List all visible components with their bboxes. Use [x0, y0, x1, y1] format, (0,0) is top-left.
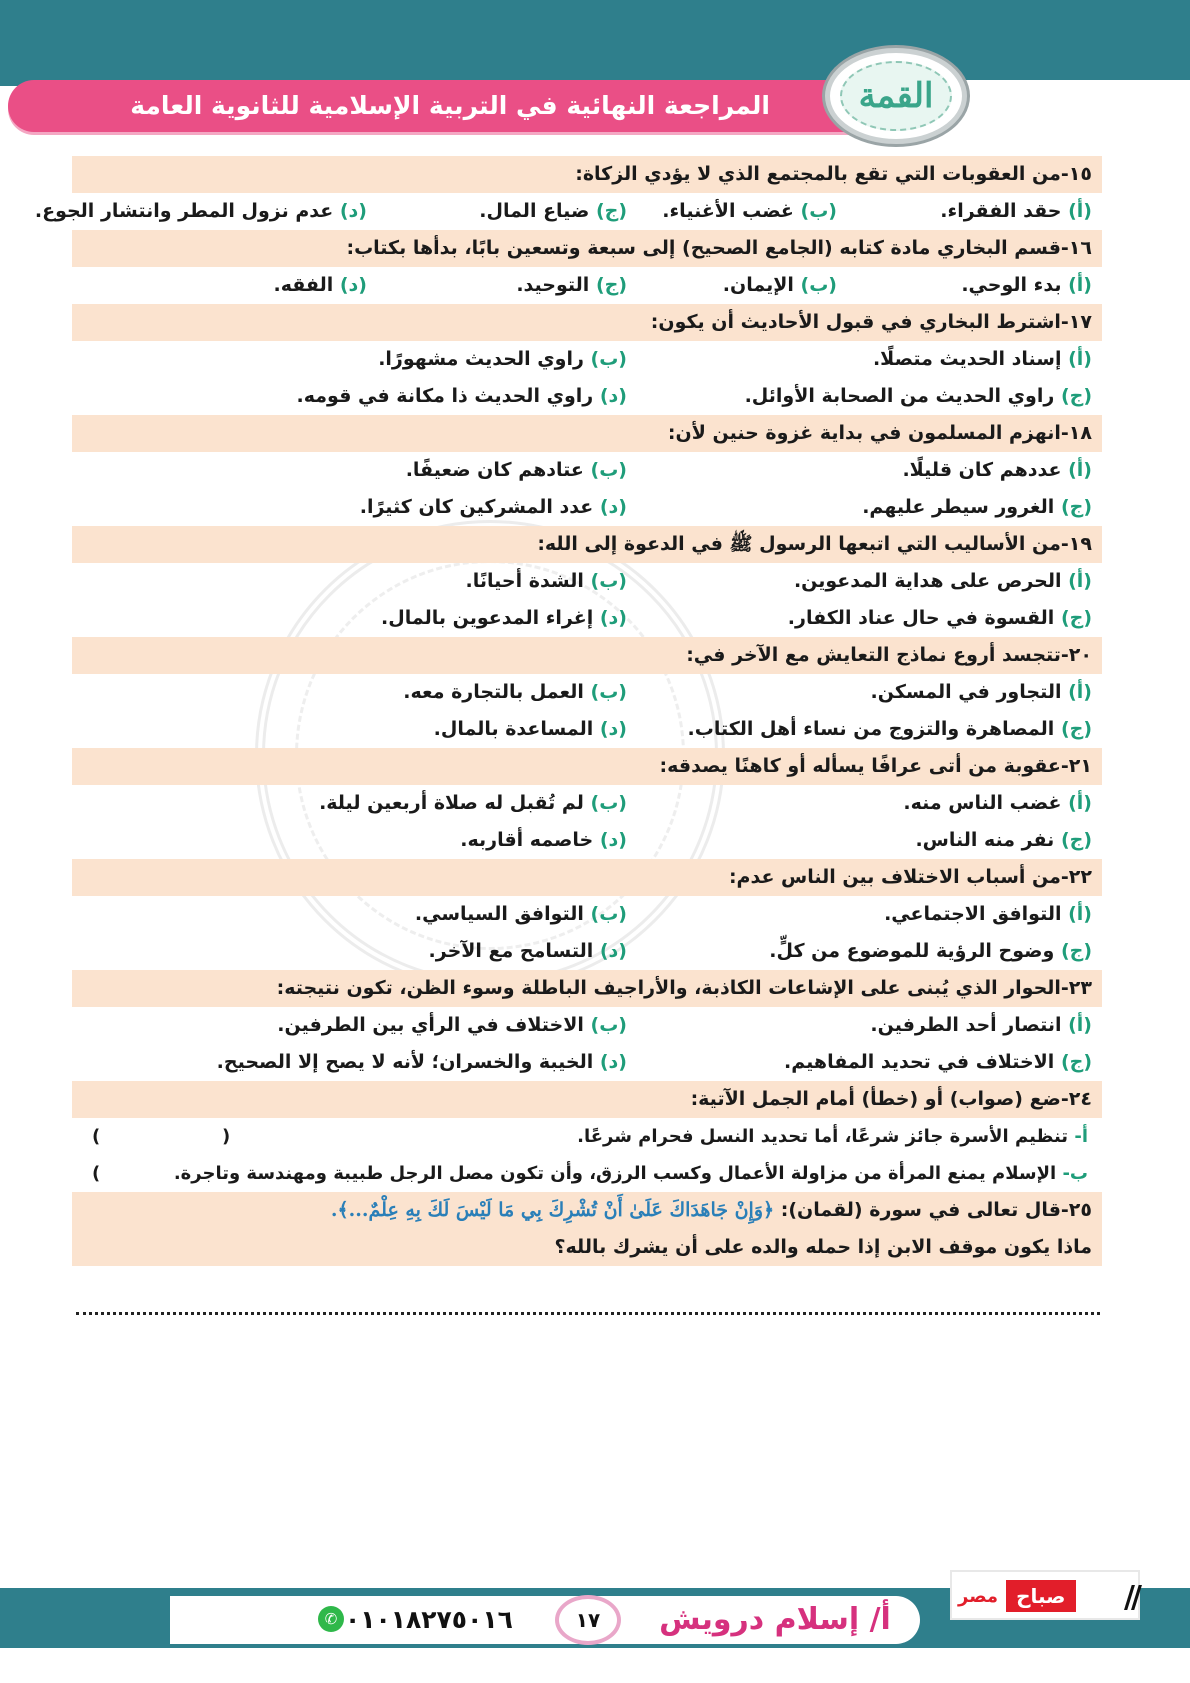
option-c: (ج) المصاهرة والتزوج من نساء أهل الكتاب. — [687, 718, 1092, 740]
logo-seal — [840, 61, 952, 131]
option-b: (ب) غضب الأغنياء. — [662, 200, 837, 222]
true-false-item — [72, 1155, 1102, 1192]
ayah-text: ﴿وَإِنْ جَاهَدَاكَ عَلَىٰ أَنْ تُشْرِكَ بِي مَا لَيْسَ لَكَ بِهِ عِلْمٌ...﴾. — [330, 1199, 775, 1221]
options-row — [72, 933, 1102, 970]
options-row — [72, 674, 1102, 711]
option-c: (ج) وضوح الرؤية للموضوع من كلٍّ. — [769, 940, 1092, 962]
question-stem: ١٩-من الأساليب التي اتبعها الرسول ﷺ في الدعوة إلى الله: — [72, 526, 1102, 563]
option-b: (ب) التوافق السياسي. — [414, 903, 627, 925]
option-a: (أ) غضب الناس منه. — [903, 792, 1092, 814]
options-row — [72, 600, 1102, 637]
option-b: (ب) العمل بالتجارة معه. — [403, 681, 627, 703]
phone-number: ٠١٠١٨٢٧٥٠١٦ — [345, 1605, 513, 1634]
option-d: (د) التسامح مع الآخر. — [428, 940, 627, 962]
options-row — [72, 1044, 1102, 1081]
question-stem: ١٨-انهزم المسلمون في بداية غزوة حنين لأن: — [72, 415, 1102, 452]
brand-main: صباح — [1006, 1580, 1075, 1612]
brand-sub: مصر — [958, 1585, 999, 1607]
question-stem-25 — [72, 1192, 1102, 1266]
options-row — [72, 267, 1102, 304]
option-c: (ج) التوحيد. — [516, 274, 627, 296]
answer-bracket-open: ( — [222, 1126, 231, 1147]
statement: أ- تنظيم الأسرة جائز شرعًا، أما تحديد النسل فحرام شرعًا. — [577, 1126, 1088, 1147]
option-c: (ج) راوي الحديث من الصحابة الأوائل. — [744, 385, 1092, 407]
options-row — [72, 341, 1102, 378]
option-a: (أ) بدء الوحي. — [961, 274, 1092, 296]
option-c: (ج) الاختلاف في تحديد المفاهيم. — [784, 1051, 1092, 1073]
question-stem: ١٥-من العقوبات التي تقع بالمجتمع الذي لا يؤدي الزكاة: — [72, 156, 1102, 193]
whatsapp-icon: ✆ — [318, 1606, 344, 1632]
options-row — [34, 193, 1102, 230]
question-stem: ١٦-قسم البخاري مادة كتابه (الجامع الصحيح) إلى سبعة وتسعين بابًا، بدأها بكتاب: — [72, 230, 1102, 267]
question-stem: ٢٣-الحوار الذي يُبنى على الإشاعات الكاذبة، والأراجيف الباطلة وسوء الظن، تكون نتيجته: — [72, 970, 1102, 1007]
options-row — [72, 489, 1102, 526]
question-stem: ٢٤-ضع (صواب) أو (خطأ) أمام الجمل الآتية: — [72, 1081, 1102, 1118]
option-d: (د) الخيبة والخسران؛ لأنه لا يصح إلا الصحيح. — [216, 1051, 627, 1073]
logo-text: القمة — [858, 76, 934, 116]
option-d: (د) المساعدة بالمال. — [433, 718, 627, 740]
answer-bracket-close: ) — [92, 1126, 101, 1147]
page-title: المراجعة النهائية في التربية الإسلامية للثانوية العامة — [130, 91, 770, 120]
option-a: (أ) التجاور في المسكن. — [870, 681, 1092, 703]
option-b: (ب) راوي الحديث مشهورًا. — [378, 348, 627, 370]
option-a: (أ) عددهم كان قليلًا. — [902, 459, 1092, 481]
option-c: (ج) الغرور سيطر عليهم. — [862, 496, 1092, 518]
option-b: (ب) الإيمان. — [722, 274, 837, 296]
options-row — [72, 563, 1102, 600]
options-row — [72, 822, 1102, 859]
option-a: (أ) انتصار أحد الطرفين. — [870, 1014, 1092, 1036]
true-false-item — [72, 1118, 1102, 1155]
option-b: (ب) الاختلاف في الرأي بين الطرفين. — [277, 1014, 627, 1036]
options-row — [72, 452, 1102, 489]
brand-logo — [958, 1578, 1076, 1614]
option-b: (ب) عتادهم كان ضعيفًا. — [405, 459, 627, 481]
page-number: ١٧ — [555, 1595, 621, 1645]
options-row — [72, 1007, 1102, 1044]
header-teal-band — [0, 0, 1190, 86]
option-d: (د) إغراء المدعوين بالمال. — [381, 607, 627, 629]
question-stem: ١٧-اشترط البخاري في قبول الأحاديث أن يكون: — [72, 304, 1102, 341]
answer-line — [76, 1312, 1100, 1315]
option-a: (أ) التوافق الاجتماعي. — [884, 903, 1092, 925]
option-c: (ج) ضياع المال. — [479, 200, 627, 222]
options-row — [72, 378, 1102, 415]
question-list — [34, 156, 1102, 1266]
option-d: (د) عدم نزول المطر وانتشار الجوع. — [34, 200, 367, 222]
teacher-name: أ/ إسلام درويش — [659, 1602, 891, 1637]
option-a: (أ) إسناد الحديث متصلًا. — [872, 348, 1092, 370]
option-a: (أ) حقد الفقراء. — [940, 200, 1092, 222]
options-row — [72, 785, 1102, 822]
options-row — [72, 711, 1102, 748]
statement: ب- الإسلام يمنع المرأة من مزاولة الأعمال وكسب الرزق، وأن تكون مصل الرجل طبيبة ومهندسة وتاجرة. — [173, 1163, 1088, 1184]
question-stem: ٢١-عقوبة من أتى عرافًا يسأله أو كاهنًا يصدقه: — [72, 748, 1102, 785]
answer-bracket-close: ) — [92, 1163, 101, 1184]
quran-citation: ٢٥-قال تعالى في سورة (لقمان): ﴿وَإِنْ جَاهَدَاكَ عَلَىٰ أَنْ تُشْرِكَ بِي مَا لَيْسَ لَكَ بِهِ عِلْمٌ...﴾. — [330, 1199, 1092, 1221]
question-stem: ٢٠-تتجسد أروع نماذج التعايش مع الآخر في: — [72, 637, 1102, 674]
brand-bars-icon: // — [1124, 1580, 1138, 1615]
option-c: (ج) القسوة في حال عناد الكفار. — [787, 607, 1092, 629]
option-c: (ج) نفر منه الناس. — [915, 829, 1092, 851]
logo — [825, 48, 967, 144]
option-d: (د) خاصمه أقاربه. — [460, 829, 627, 851]
options-row — [72, 896, 1102, 933]
option-b: (ب) الشدة أحيانًا. — [465, 570, 627, 592]
question-stem: ٢٢-من أسباب الاختلاف بين الناس عدم: — [72, 859, 1102, 896]
question-text: ماذا يكون موقف الابن إذا حمله والده على أن يشرك بالله؟ — [554, 1236, 1092, 1258]
option-b: (ب) لم تُقبل له صلاة أربعين ليلة. — [319, 792, 627, 814]
option-a: (أ) الحرص على هداية المدعوين. — [793, 570, 1092, 592]
option-d: (د) الفقه. — [273, 274, 367, 296]
option-d: (د) عدد المشركين كان كثيرًا. — [359, 496, 627, 518]
option-d: (د) راوي الحديث ذا مكانة في قومه. — [296, 385, 627, 407]
